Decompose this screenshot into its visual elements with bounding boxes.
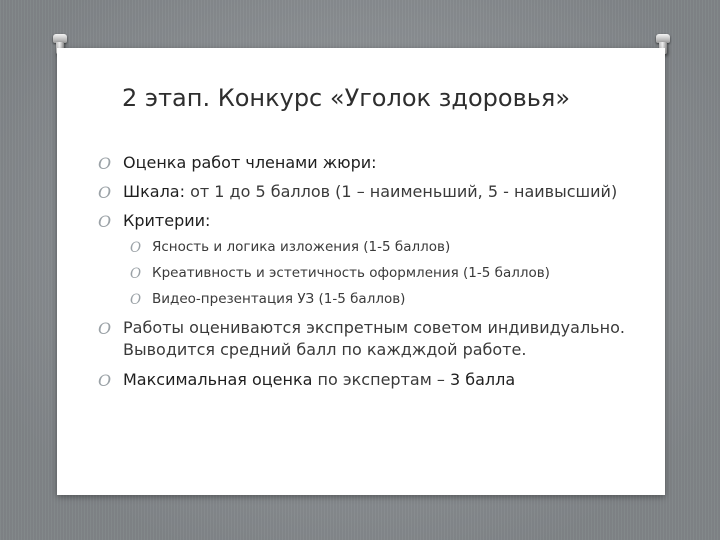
bullet-icon: O — [130, 240, 142, 256]
bullet-icon: O — [130, 292, 142, 308]
bullet-icon: O — [98, 183, 112, 202]
slide-title: 2 этап. Конкурс «Уголок здоровья» — [122, 84, 570, 112]
item-lead: Оценка работ членами жюри: — [123, 153, 377, 172]
sub-item-text: Ясность и логика изложения (1-5 баллов) — [152, 239, 451, 255]
evaluation-line-1: Работы оцениваются экспретным советом индивидуально. — [123, 318, 625, 337]
sub-item-text: Креативность и эстетичность оформления (1-5 баллов) — [152, 265, 550, 281]
evaluation-line-2: Выводится средний балл по каждждой работе. — [123, 340, 527, 359]
bullet-icon: O — [98, 371, 112, 390]
max-score-value: 3 балла — [449, 370, 516, 389]
bullet-icon: O — [98, 319, 112, 338]
bullet-icon: O — [130, 266, 142, 282]
sub-item-text: Видео-презентация УЗ (1-5 баллов) — [152, 291, 406, 307]
bullet-icon: O — [98, 154, 112, 173]
item-lead: Критерии: — [123, 211, 211, 230]
max-score-middle: по экспертам – — [312, 370, 450, 389]
bullet-icon: O — [98, 212, 112, 231]
max-score-lead: Максимальная оценка — [123, 370, 313, 389]
item-rest: от 1 до 5 баллов (1 – наименьший, 5 - наивысший) — [185, 182, 618, 201]
item-lead: Шкала: — [123, 182, 185, 201]
